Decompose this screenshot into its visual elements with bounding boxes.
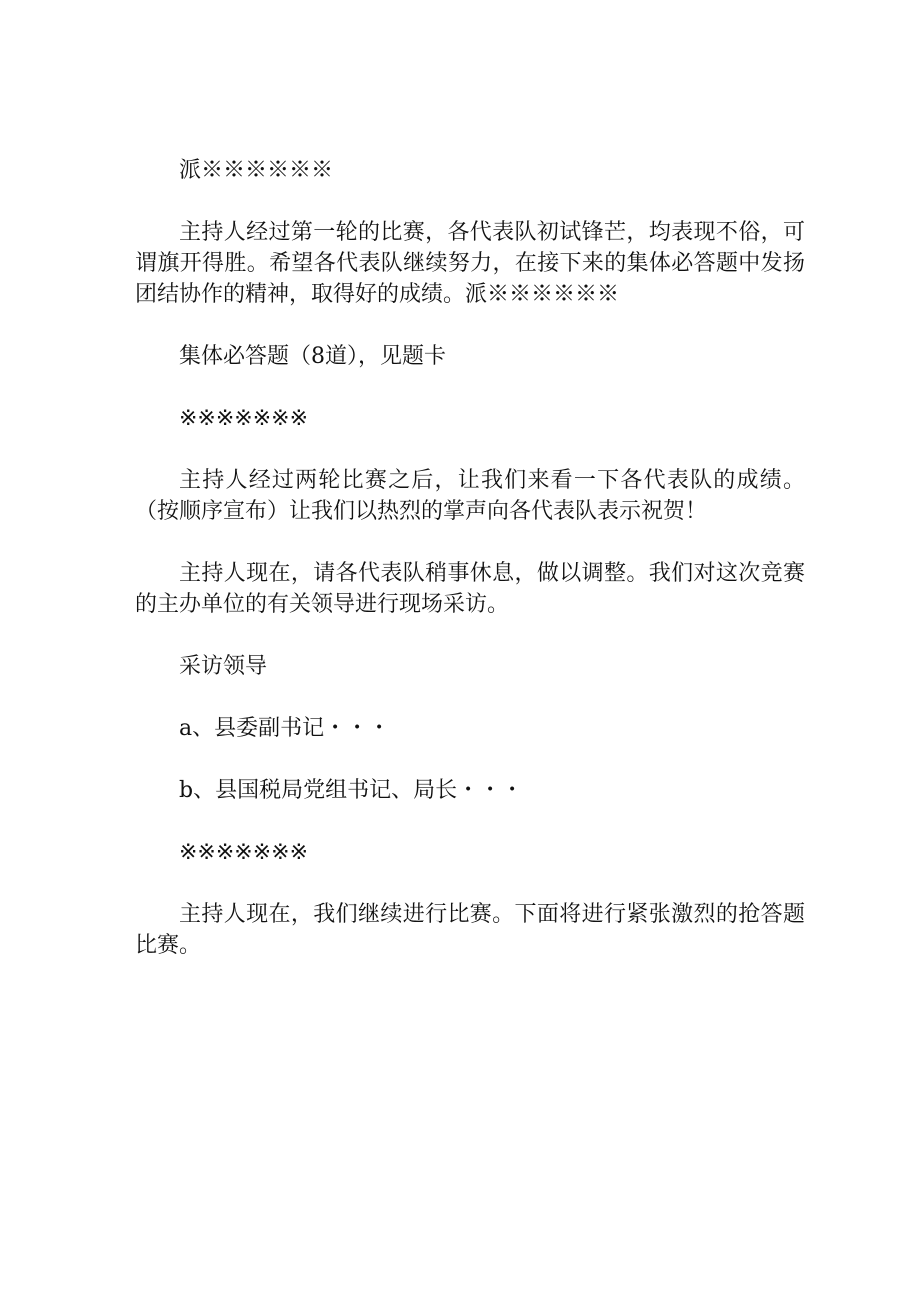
paragraph-host-continue: 主持人现在，我们继续进行比赛。下面将进行紧张激烈的抢答题比赛。: [135, 902, 805, 958]
paragraph-separator-1: 派※※※※※※: [179, 158, 334, 183]
list-item-b: b、县国税局党组书记、局长・・・: [179, 778, 524, 803]
paragraph-host-round-one: 主持人经过第一轮的比赛，各代表队初试锋芒，均表现不俗，可谓旗开得胜。希望各代表队继续努力，在接下来的集体必答题中发扬团结协作的精神，取得好的成绩。派※※※※※※: [135, 220, 805, 307]
document-page: [135, 155, 805, 992]
paragraph-interview-heading: 采访领导: [179, 654, 268, 679]
paragraph-separator-2: ※※※※※※※: [179, 406, 309, 431]
paragraph-host-interview: 主持人现在，请各代表队稍事休息，做以调整。我们对这次竞赛的主办单位的有关领导进行现场采访。: [135, 561, 805, 617]
paragraph-separator-3: ※※※※※※※: [179, 840, 309, 865]
paragraph-group-questions: 集体必答题（8道），见题卡: [179, 344, 446, 369]
list-item-a: a、县委副书记・・・: [179, 716, 391, 741]
paragraph-host-results: 主持人经过两轮比赛之后，让我们来看一下各代表队的成绩。（按顺序宣布）让我们以热烈的掌声向各代表队表示祝贺！: [135, 468, 805, 524]
